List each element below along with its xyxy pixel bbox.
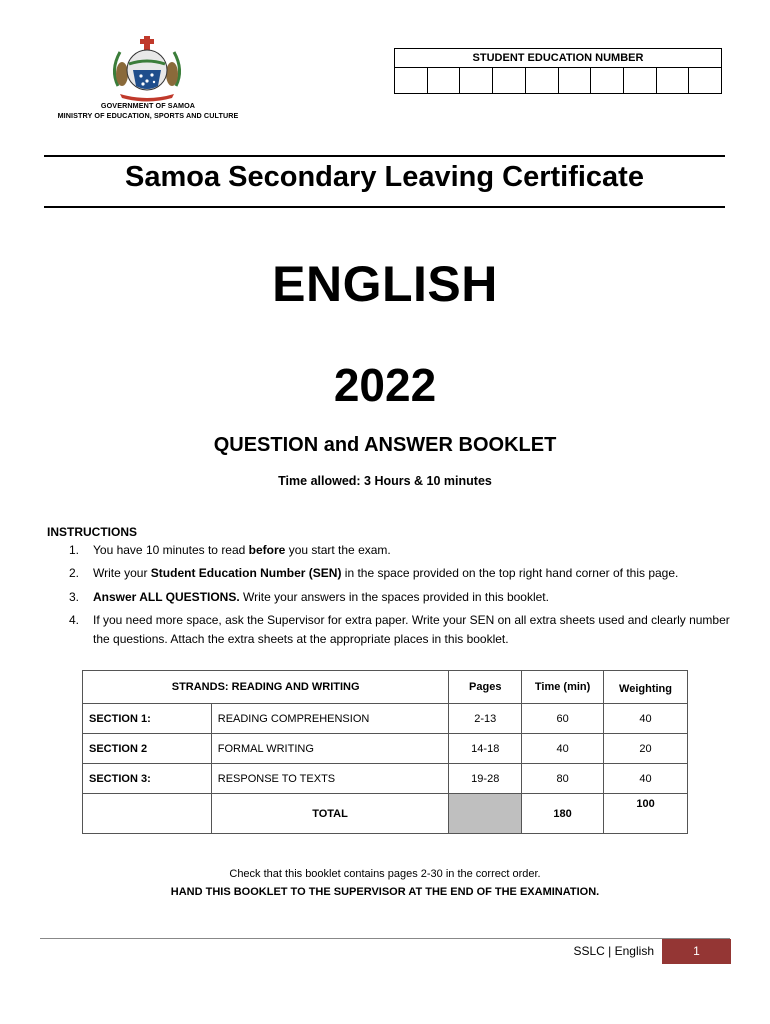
page-number: 1: [662, 939, 731, 964]
table-header-row: [83, 671, 688, 704]
instruction-emphasis: before: [248, 543, 286, 557]
section-pages: 19-28: [449, 764, 522, 794]
instruction-item: [69, 541, 739, 560]
header-strands: STRANDS: READING AND WRITING: [83, 671, 449, 704]
section-weighting: 20: [604, 734, 688, 764]
sen-digit-cell[interactable]: [624, 68, 657, 94]
instruction-text: You have 10 minutes to read: [93, 543, 249, 557]
footer-label: SSLC | English: [573, 944, 654, 958]
section-pages: 2-13: [449, 704, 522, 734]
instruction-item: [69, 611, 739, 649]
instruction-item: [69, 564, 739, 583]
section-weighting: 40: [604, 704, 688, 734]
sen-digit-cell[interactable]: [460, 68, 493, 94]
total-empty-cell: [83, 794, 212, 834]
total-time: 180: [522, 794, 604, 834]
page-check-note: Check that this booklet contains pages 2-30 in the correct order.: [229, 868, 541, 880]
sen-digit-cell[interactable]: [559, 68, 592, 94]
sen-digit-cell[interactable]: [657, 68, 690, 94]
instruction-text: Write your: [93, 566, 151, 580]
coat-of-arms-icon: [106, 34, 188, 102]
instruction-item: [69, 588, 739, 607]
section-time: 80: [522, 764, 604, 794]
certificate-title: Samoa Secondary Leaving Certificate: [125, 161, 644, 193]
instruction-number: 3.: [69, 590, 80, 604]
section-name: RESPONSE TO TEXTS: [211, 764, 449, 794]
subject-title: ENGLISH: [272, 256, 498, 312]
instruction-number: 2.: [69, 566, 80, 580]
section-label: SECTION 2: [83, 734, 212, 764]
strands-table: [82, 670, 688, 834]
ministry-name: MINISTRY OF EDUCATION, SPORTS AND CULTURE: [57, 111, 239, 120]
hand-in-note: HAND THIS BOOKLET TO THE SUPERVISOR AT THE END OF THE EXAMINATION.: [170, 886, 600, 898]
government-name: GOVERNMENT OF SAMOA: [100, 101, 196, 110]
header-weighting: Weighting: [604, 671, 688, 704]
sen-label: STUDENT EDUCATION NUMBER: [395, 49, 721, 68]
title-rule-top: [44, 155, 725, 157]
sen-digit-cell[interactable]: [591, 68, 624, 94]
sen-digit-cell[interactable]: [395, 68, 428, 94]
sen-digit-cell[interactable]: [526, 68, 559, 94]
sen-cells: [395, 68, 721, 94]
section-name: READING COMPREHENSION: [211, 704, 449, 734]
booklet-title: QUESTION and ANSWER BOOKLET: [213, 434, 557, 456]
header-pages: Pages: [449, 671, 522, 704]
time-allowed: Time allowed: 3 Hours & 10 minutes: [278, 474, 492, 488]
instruction-emphasis: Answer ALL QUESTIONS.: [93, 590, 240, 604]
instruction-text: If you need more space, ask the Supervisor for extra paper. Write your SEN on all extra sheets used and clearly number the questions. Attach the extra sheets at the appropriate places in this booklet.: [93, 613, 730, 646]
instruction-text: Write your answers in the spaces provided in this booklet.: [239, 590, 549, 604]
header-time: Time (min): [522, 671, 604, 704]
instructions-heading: INSTRUCTIONS: [47, 525, 137, 539]
total-pages-shaded: [449, 794, 522, 834]
instruction-number: 4.: [69, 613, 80, 627]
section-label: SECTION 1:: [83, 704, 212, 734]
sen-digit-cell[interactable]: [493, 68, 526, 94]
instruction-text: in the space provided on the top right hand corner of this page.: [341, 566, 679, 580]
instruction-text: you start the exam.: [285, 543, 391, 557]
footer-rule: [40, 938, 730, 939]
exam-year: 2022: [333, 359, 437, 411]
section-pages: 14-18: [449, 734, 522, 764]
instruction-number: 1.: [69, 543, 80, 557]
table-total-row: [83, 794, 688, 834]
sen-digit-cell[interactable]: [428, 68, 461, 94]
table-row: [83, 764, 688, 794]
section-label: SECTION 3:: [83, 764, 212, 794]
table-row: [83, 704, 688, 734]
section-time: 40: [522, 734, 604, 764]
section-time: 60: [522, 704, 604, 734]
section-weighting: 40: [604, 764, 688, 794]
sen-digit-cell[interactable]: [689, 68, 721, 94]
table-row: [83, 734, 688, 764]
total-label: TOTAL: [211, 794, 449, 834]
total-weighting: 100: [604, 794, 688, 834]
instruction-emphasis: Student Education Number (SEN): [150, 566, 342, 580]
sen-box: [394, 48, 722, 94]
title-rule-bottom: [44, 206, 725, 208]
section-name: FORMAL WRITING: [211, 734, 449, 764]
